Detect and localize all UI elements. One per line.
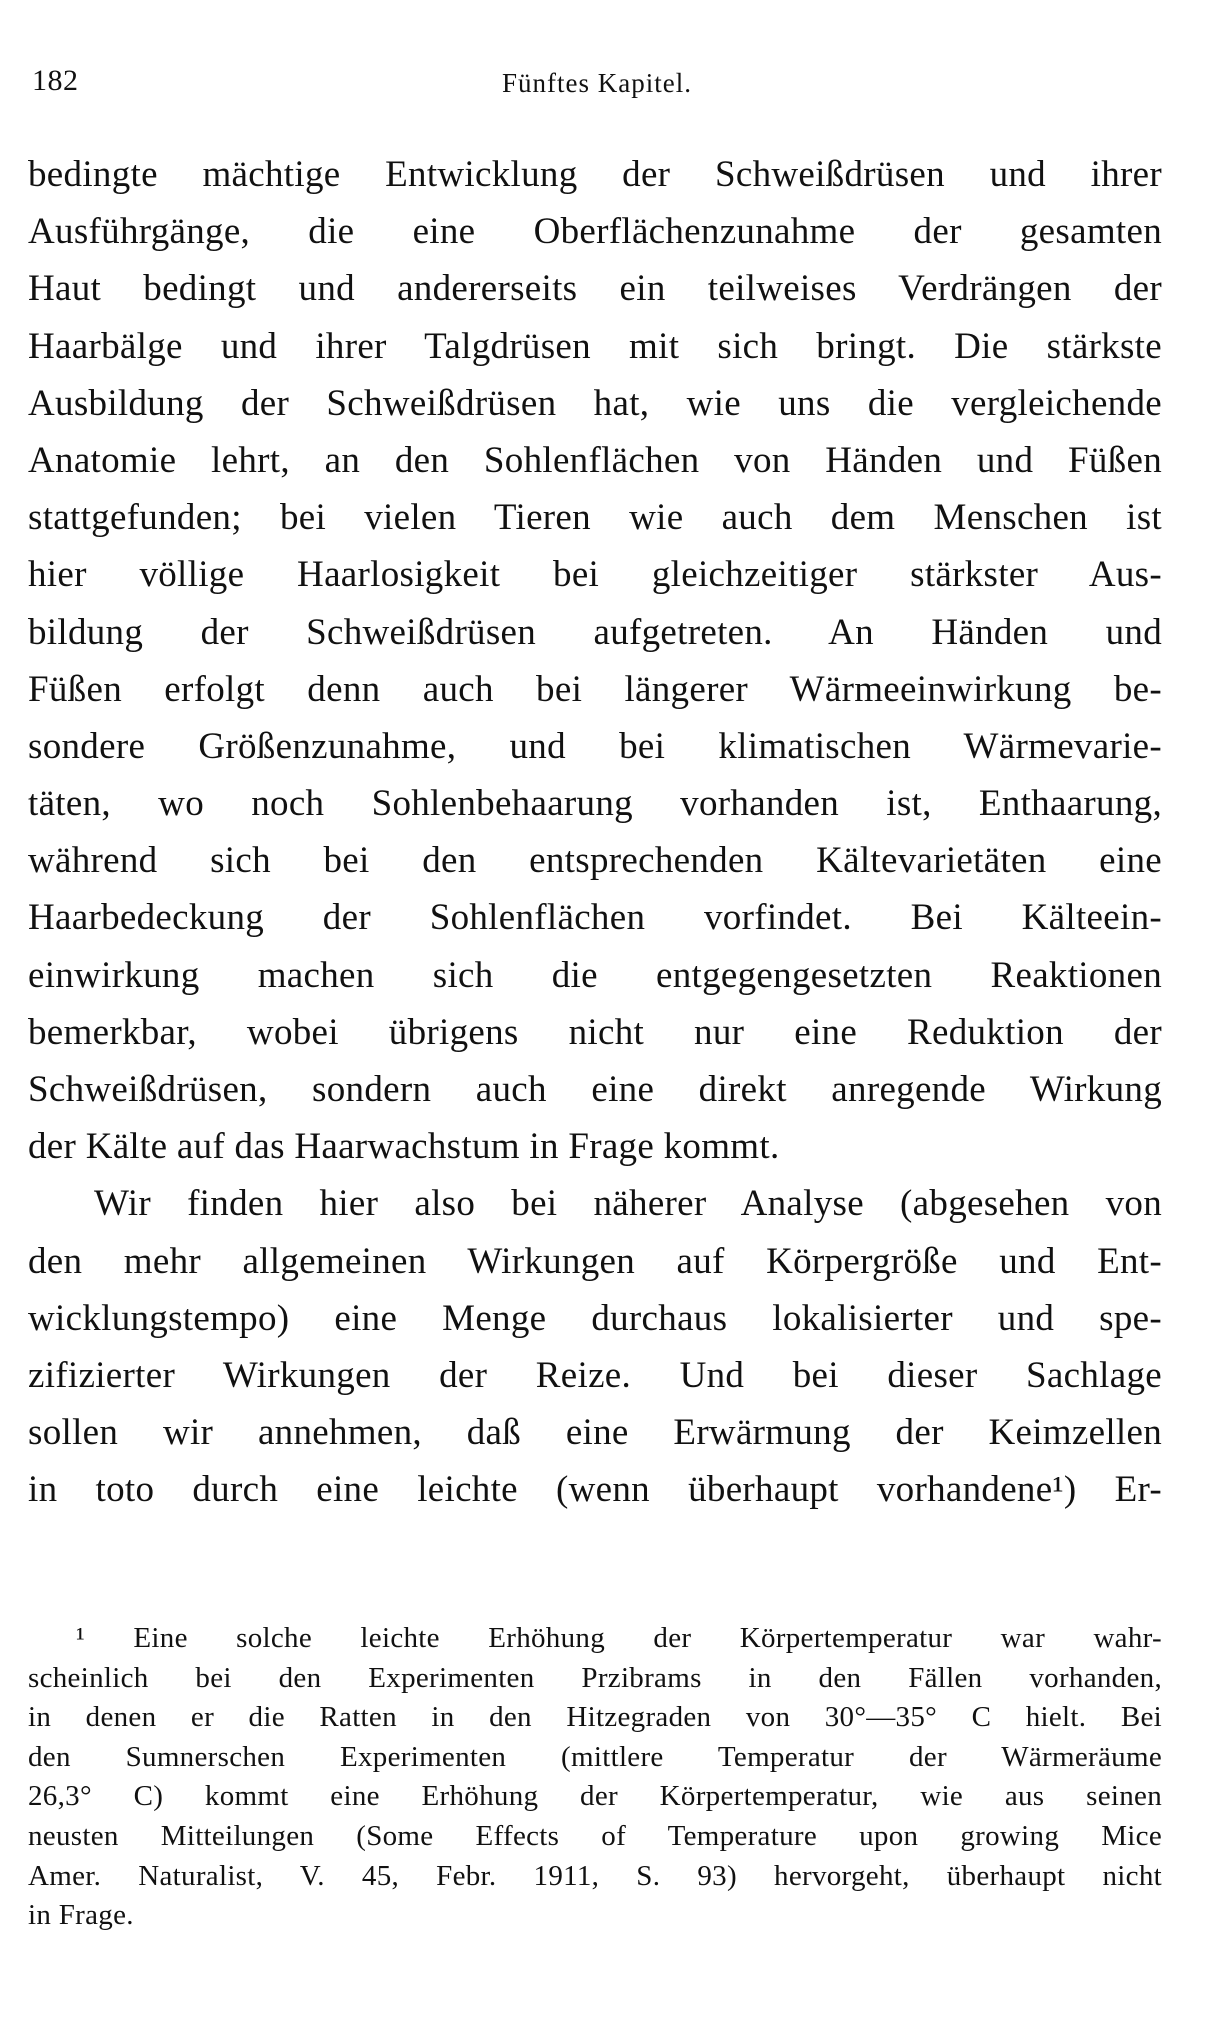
body-line: zifizierter Wirkungen der Reize. Und bei dieser Sachlage bbox=[28, 1354, 1162, 1396]
body-line: Ausführgänge, die eine Oberflächenzunahme der gesamten bbox=[28, 211, 1162, 253]
body-line: Füßen erfolgt denn auch bei längerer Wärmeeinwirkung be- bbox=[28, 668, 1162, 710]
footnote-line: Amer. Naturalist, V. 45, Febr. 1911, S. 93) hervorgeht, überhaupt nicht bbox=[28, 1859, 1162, 1892]
body-line: der Kälte auf das Haarwachstum in Frage kommt. bbox=[28, 1126, 780, 1168]
body-line: Anatomie lehrt, an den Sohlenflächen von Händen und Füßen bbox=[28, 439, 1162, 481]
body-line: Wir finden hier also bei näherer Analyse (abgesehen von bbox=[94, 1183, 1162, 1225]
body-line: den mehr allgemeinen Wirkungen auf Körpergröße und Ent- bbox=[28, 1240, 1162, 1282]
body-line: Schweißdrüsen, sondern auch eine direkt anregende Wirkung bbox=[28, 1069, 1162, 1110]
body-line: bedingte mächtige Entwicklung der Schweißdrüsen und ihrer bbox=[28, 154, 1162, 195]
footnote-line: ¹ Eine solche leichte Erhöhung der Körpertemperatur war wahr- bbox=[76, 1622, 1162, 1654]
body-text bbox=[28, 146, 1162, 1519]
footnote-line: 26,3° C) kommt eine Erhöhung der Körpertemperatur, wie aus seinen bbox=[28, 1780, 1162, 1813]
body-line: Haarbälge und ihrer Talgdrüsen mit sich bringt. Die stärkste bbox=[28, 325, 1162, 367]
body-line: wicklungstempo) eine Menge durchaus lokalisierter und spe- bbox=[28, 1297, 1162, 1339]
body-line: Ausbildung der Schweißdrüsen hat, wie uns die vergleichende bbox=[28, 382, 1162, 424]
body-line: Haarbedeckung der Sohlenflächen vorfindet. Bei Kälteein- bbox=[28, 897, 1162, 939]
body-line: täten, wo noch Sohlenbehaarung vorhanden ist, Enthaarung, bbox=[28, 783, 1162, 825]
body-line: sondere Größenzunahme, und bei klimatischen Wärmevarie- bbox=[28, 725, 1162, 767]
footnote-line: in denen er die Ratten in den Hitzegraden von 30°—35° C hielt. Bei bbox=[28, 1701, 1162, 1734]
footnote-line: in Frage. bbox=[28, 1899, 134, 1932]
body-line: bildung der Schweißdrüsen aufgetreten. An Händen und bbox=[28, 611, 1162, 653]
body-line: hier völlige Haarlosigkeit bei gleichzeitiger stärkster Aus- bbox=[28, 554, 1162, 596]
body-line: während sich bei den entsprechenden Kältevarietäten eine bbox=[28, 840, 1162, 882]
body-line: sollen wir annehmen, daß eine Erwärmung der Keimzellen bbox=[28, 1412, 1162, 1454]
running-head bbox=[32, 64, 1162, 114]
body-line: stattgefunden; bei vielen Tieren wie auch dem Menschen ist bbox=[28, 497, 1162, 539]
body-line: Haut bedingt und andererseits ein teilweises Verdrängen der bbox=[28, 268, 1162, 310]
chapter-title: Fünftes Kapitel. bbox=[502, 68, 692, 98]
footnote bbox=[28, 1619, 1162, 1936]
body-line: in toto durch eine leichte (wenn überhaupt vorhandene¹) Er- bbox=[28, 1469, 1162, 1511]
footnote-line: den Sumnerschen Experimenten (mittlere Temperatur der Wärmeräume bbox=[28, 1740, 1162, 1773]
footnote-line: neusten Mitteilungen (Some Effects of Temperature upon growing Mice bbox=[28, 1819, 1162, 1852]
page-number: 182 bbox=[32, 64, 79, 97]
body-line: einwirkung machen sich die entgegengesetzten Reaktionen bbox=[28, 954, 1162, 996]
body-line: bemerkbar, wobei übrigens nicht nur eine Reduktion der bbox=[28, 1011, 1162, 1053]
footnote-line: scheinlich bei den Experimenten Przibrams in den Fällen vorhanden, bbox=[28, 1661, 1162, 1694]
